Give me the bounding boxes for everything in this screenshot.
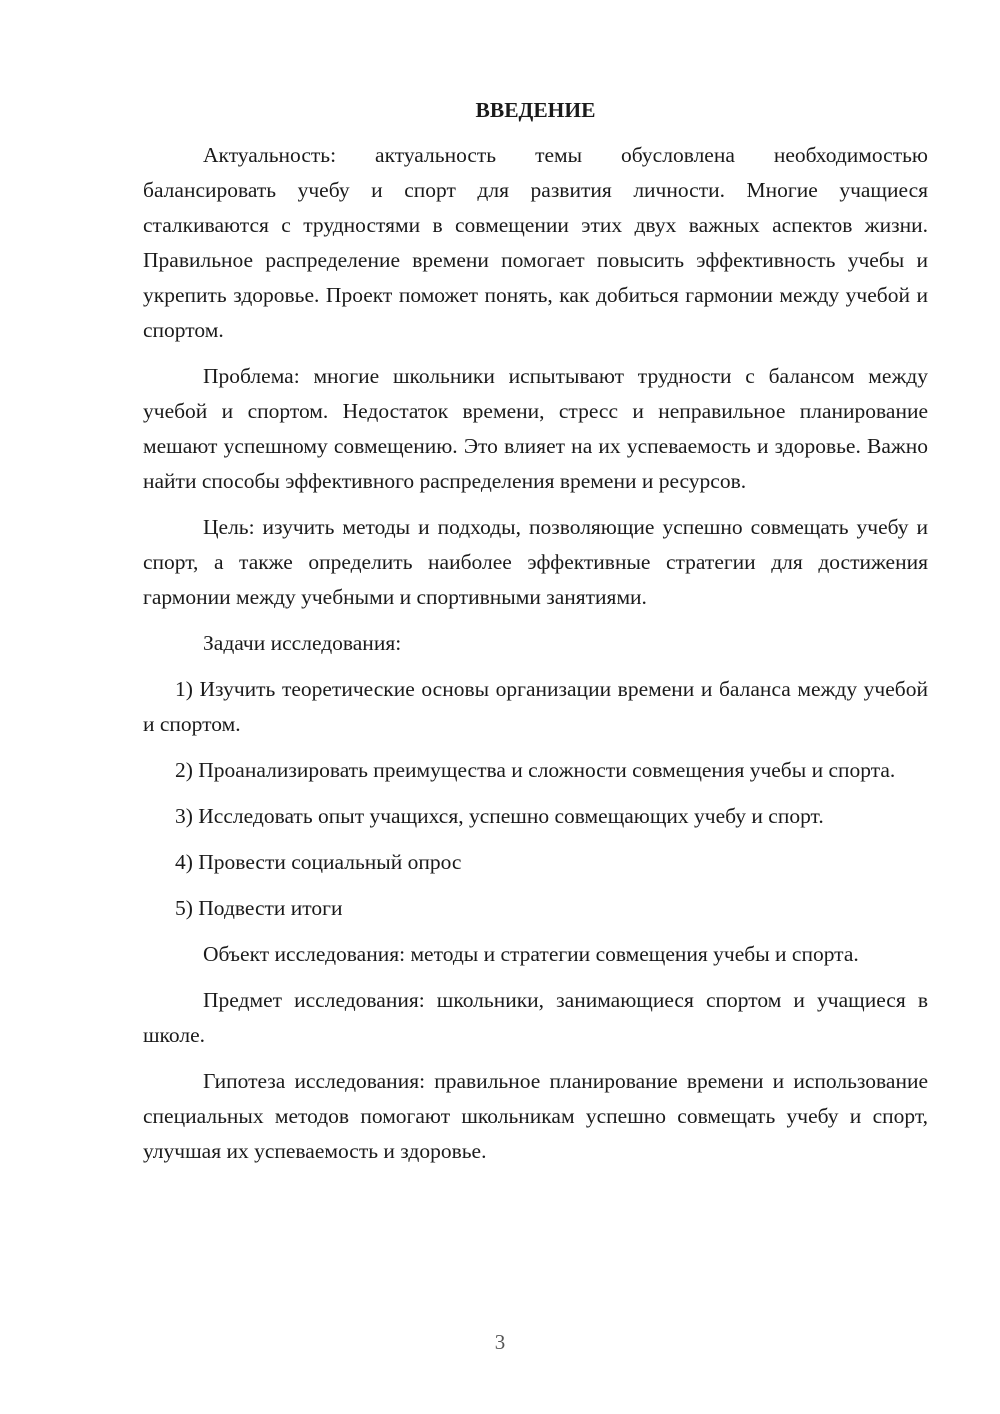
document-body: [143, 93, 928, 1180]
task-item: 4) Провести социальный опрос: [175, 850, 462, 874]
page-number: 3: [494, 1330, 506, 1354]
object-paragraph: Объект исследования: методы и стратегии совмещения учебы и спорта.: [203, 942, 859, 966]
section-title: ВВЕДЕНИЕ: [475, 98, 596, 122]
goal-paragraph: Цель: изучить методы и подходы, позволяющие успешно совмещать учебу и спорт, а также определить наиболее эффективные стратегии для достижения гармонии между учебными и спортивными занятиями.: [143, 515, 928, 609]
subject-paragraph: Предмет исследования: школьники, занимающиеся спортом и учащиеся в школе.: [143, 988, 928, 1047]
problem-paragraph: Проблема: многие школьники испытывают трудности с балансом между учебой и спортом. Недостаток времени, стресс и неправильное планирование мешают успешному совмещению. Это влияет на их успеваемость и здоровье. Важно найти способы эффективного распределения времени и ресурсов.: [143, 364, 928, 493]
task-item: 5) Подвести итоги: [175, 896, 343, 920]
task-item: 1) Изучить теоретические основы организации времени и баланса между учебой и спортом.: [143, 677, 928, 736]
task-item: 2) Проанализировать преимущества и сложности совмещения учебы и спорта.: [175, 758, 896, 782]
task-item: 3) Исследовать опыт учащихся, успешно совмещающих учебу и спорт.: [175, 804, 824, 828]
tasks-heading: Задачи исследования:: [203, 631, 402, 655]
relevance-paragraph: Актуальность: актуальность темы обусловлена необходимостью балансировать учебу и спорт для развития личности. Многие учащиеся сталкиваются с трудностями в совмещении этих двух важных аспектов жизни. Правильное распределение времени помогает повысить эффективность учебы и укрепить здоровье. Проект поможет понять, как добиться гармонии между учебой и спортом.: [143, 143, 928, 342]
hypothesis-paragraph: Гипотеза исследования: правильное планирование времени и использование специальных методов помогают школьникам успешно совмещать учебу и спорт, улучшая их успеваемость и здоровье.: [143, 1069, 928, 1163]
